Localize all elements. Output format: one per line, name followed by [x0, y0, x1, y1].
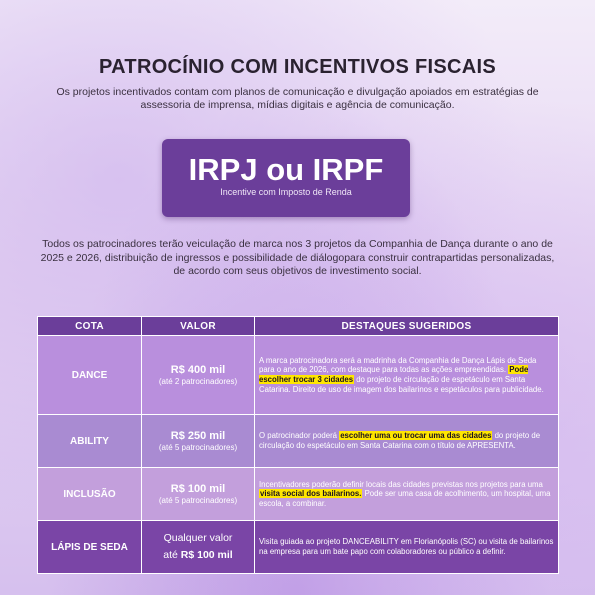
cota-cell: ABILITY: [38, 415, 142, 468]
table-row: [38, 336, 559, 415]
valor-prefix: Qualquer valor: [163, 531, 233, 544]
table-row: [38, 521, 559, 574]
valor-note: (até 5 patrocinadores): [158, 495, 238, 505]
valor-cell: [142, 468, 255, 521]
valor-inline: [163, 549, 232, 561]
destaque-cell: Visita guiada ao projeto DANCEABILITY em Florianópolis (SC) ou visita de bailarinos na empresa para um bate papo com colaboradores ou público a definir.: [255, 521, 559, 574]
valor-amount: R$ 100 mil: [180, 548, 233, 561]
destaque-text: do projeto de circulação de espetáculo em Santa Catarina. Direito de uso de imagem dos bailarinos e espetáculos para publicidade.: [259, 375, 544, 394]
cota-cell: DANCE: [38, 336, 142, 415]
badge-title: IRPJ ou IRPF: [188, 152, 384, 187]
destaque-cell: [255, 468, 559, 521]
destaque-highlight: Pode escolher trocar 3 cidades: [259, 365, 529, 384]
destaque-cell: [255, 415, 559, 468]
valor-cell: [142, 336, 255, 415]
table-row: [38, 468, 559, 521]
page-subtitle: Os projetos incentivados contam com planos de comunicação e divulgação apoiados em estratégias de assessoria de imprensa, mídias digitais e agência de comunicação.: [56, 86, 539, 111]
table-header-row: [38, 317, 559, 336]
page-title: PATROCÍNIO COM INCENTIVOS FISCAIS: [99, 56, 496, 78]
header-destaques: DESTAQUES SUGERIDOS: [255, 317, 559, 336]
destaque-highlight: visita social dos bailarinos.: [260, 489, 362, 499]
valor-note: (até 2 patrocinadores): [158, 376, 238, 386]
valor-cell: [142, 521, 255, 574]
destaque-text: Pode ser uma casa de acolhimento, um hospital, uma escola, a combinar.: [259, 489, 551, 508]
cota-cell: LÁPIS DE SEDA: [38, 521, 142, 574]
destaque-text: Incentivadores poderão definir locais das cidades previstas nos projetos para uma: [259, 479, 543, 489]
destaque-highlight: escolher uma ou trocar uma das cidades: [340, 431, 492, 441]
valor-amount: R$ 250 mil: [170, 429, 226, 442]
valor-amount: R$ 400 mil: [170, 363, 226, 376]
destaque-cell: [255, 336, 559, 415]
valor-ate: até: [163, 548, 181, 561]
valor-amount: R$ 100 mil: [170, 482, 226, 495]
destaque-text: do projeto de circulação do espetáculo em Santa Catarina com o título de APRESENTA.: [259, 431, 541, 450]
cota-cell: INCLUSÃO: [38, 468, 142, 521]
table-row: [38, 415, 559, 468]
destaque-text: O patrocinador poderá: [259, 431, 340, 441]
irpj-irpf-badge: [162, 139, 410, 217]
valor-cell: [142, 415, 255, 468]
header-valor: VALOR: [142, 317, 255, 336]
badge-subtitle: Incentive com Imposto de Renda: [220, 187, 352, 197]
header-cota: COTA: [38, 317, 142, 336]
intro-paragraph: Todos os patrocinadores terão veiculação de marca nos 3 projetos da Companhia de Dança durante o ano de 2025 e 2026, distribuição de ingressos e possibilidade de diálogopara construir contrapartidas personalizadas, de acordo com seus objetivos de investimento social.: [40, 238, 555, 277]
valor-note: (até 5 patrocinadores): [158, 442, 238, 452]
destaque-text: A marca patrocinadora será a madrinha da Companhia de Dança Lápis de Seda para o ano de 2026, com destaque para todas as ações empreendidas.: [259, 355, 537, 375]
sponsorship-table: [37, 316, 559, 574]
